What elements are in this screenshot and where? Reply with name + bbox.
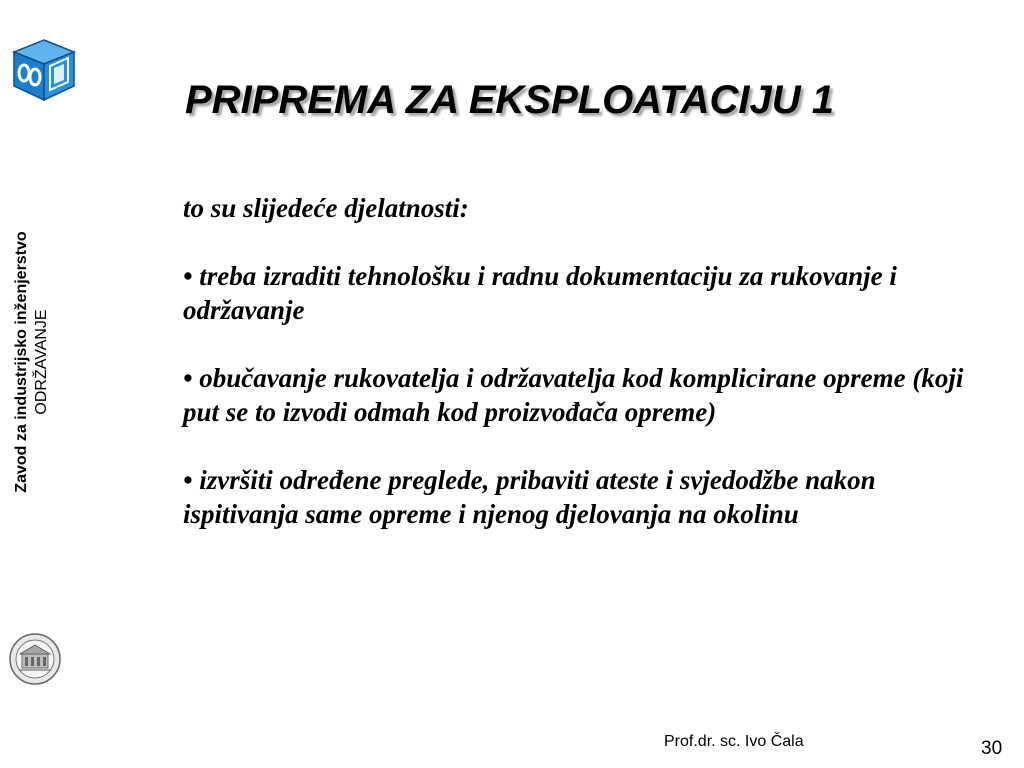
slide-title: PRIPREMA ZA EKSPLOATACIJU 1 [185,78,834,122]
slide-content [183,191,983,565]
page-number: 30 [981,738,1003,759]
institute-cube-logo [10,36,78,104]
sidebar-text [12,231,52,492]
intro-text: to su slijedeće djelatnosti: [183,193,469,223]
course-name: ODRŽAVANJE [33,309,50,415]
bullet-item: • treba izraditi tehnološku i radnu dokumentaciju za rukovanje i održavanje [183,261,897,325]
footer-author: Prof.dr. sc. Ivo Čala [664,733,804,750]
institute-name: Zavod za industrijsko inženjerstvo [13,231,30,493]
bullet-item: • obučavanje rukovatelja i održavatelja kod komplicirane opreme (koji put se to izvodi odmah kod proizvođača opreme) [183,363,964,427]
university-seal-icon [8,632,62,686]
bullet-item: • izvršiti određene preglede, pribaviti ateste i svjedodžbe nakon ispitivanja same opreme i njenog djelovanja na okolinu [183,465,876,529]
